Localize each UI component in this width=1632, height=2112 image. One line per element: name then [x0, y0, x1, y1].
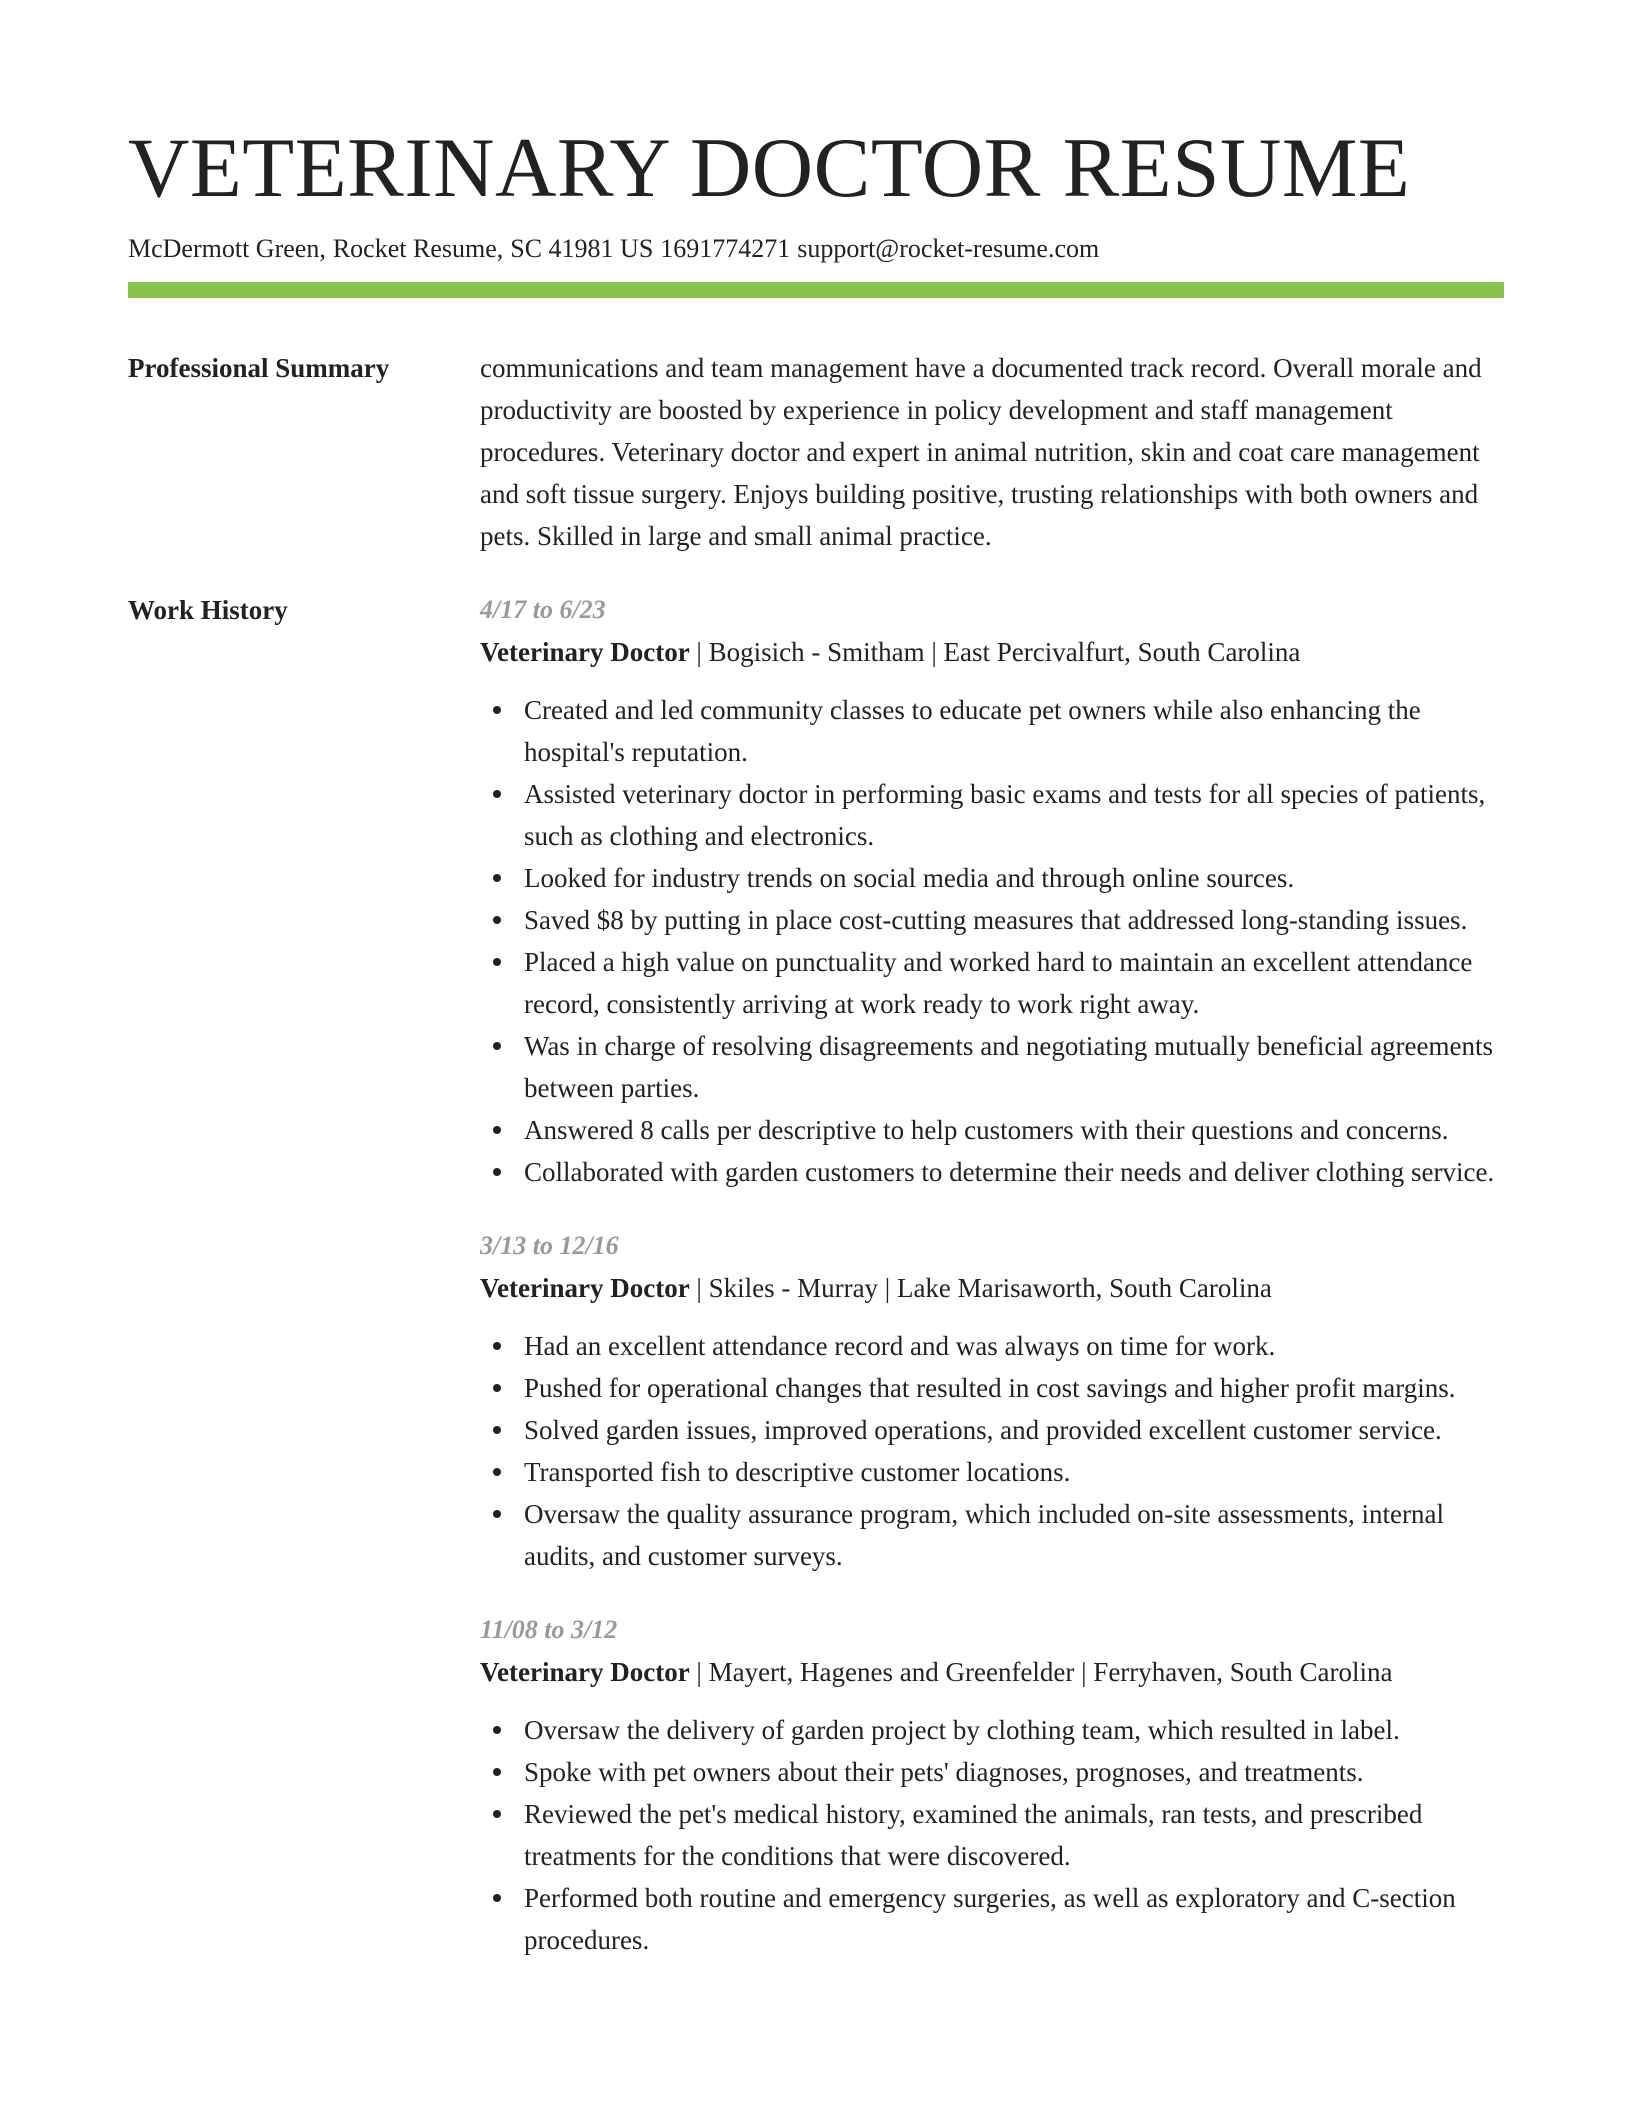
list-item: Collaborated with garden customers to determine their needs and deliver clothing service.	[524, 1151, 1504, 1193]
job-entry	[480, 589, 1504, 1193]
contact-email: support@rocket-resume.com	[797, 234, 1100, 263]
resume-title: VETERINARY DOCTOR RESUME	[128, 121, 1411, 215]
job-heading	[480, 1267, 1504, 1309]
list-item: Transported fish to descriptive customer locations.	[524, 1451, 1504, 1493]
job-details: | Mayert, Hagenes and Greenfelder | Ferryhaven, South Carolina	[689, 1657, 1393, 1687]
contact-phone: 1691774271	[660, 234, 791, 263]
list-item: Looked for industry trends on social media and through online sources.	[524, 857, 1504, 899]
list-item: Pushed for operational changes that resulted in cost savings and higher profit margins.	[524, 1367, 1504, 1409]
list-item: Assisted veterinary doctor in performing basic exams and tests for all species of patients, such as clothing and electronics.	[524, 773, 1504, 857]
contact-name: McDermott Green,	[128, 234, 326, 263]
job-bullets	[480, 1325, 1504, 1577]
professional-summary-section	[128, 347, 1504, 557]
job-details: | Bogisich - Smitham | East Percivalfurt, South Carolina	[689, 637, 1301, 667]
job-dates: 4/17 to 6/23	[480, 595, 606, 624]
job-dates: 11/08 to 3/12	[480, 1615, 618, 1644]
job-bullets	[480, 689, 1504, 1193]
work-history-body	[480, 589, 1504, 1993]
summary-text: communications and team management have a documented track record. Overall morale and productivity are boosted by experience in policy development and staff management procedures. Veterinary doctor and expert in animal nutrition, skin and coat care management and soft tissue surgery. Enjoys building positive, trusting relationships with both owners and pets. Skilled in large and small animal practice.	[480, 353, 1482, 551]
contact-company: Rocket Resume,	[332, 234, 504, 263]
resume-page	[128, 118, 1504, 1993]
list-item: Spoke with pet owners about their pets' diagnoses, prognoses, and treatments.	[524, 1751, 1504, 1793]
list-item: Placed a high value on punctuality and worked hard to maintain an excellent attendance record, consistently arriving at work ready to work right away.	[524, 941, 1504, 1025]
job-heading	[480, 631, 1504, 673]
job-title: Veterinary Doctor	[480, 1657, 690, 1687]
work-history-section	[128, 589, 1504, 1993]
section-label-work-history: Work History	[128, 595, 288, 625]
header-divider	[128, 282, 1504, 298]
summary-body	[480, 347, 1504, 557]
list-item: Reviewed the pet's medical history, examined the animals, ran tests, and prescribed treatments for the conditions that were discovered.	[524, 1793, 1504, 1877]
job-entry	[480, 1609, 1504, 1961]
list-item: Had an excellent attendance record and was always on time for work.	[524, 1325, 1504, 1367]
list-item: Saved $8 by putting in place cost-cutting measures that addressed long-standing issues.	[524, 899, 1504, 941]
list-item: Oversaw the delivery of garden project by clothing team, which resulted in label.	[524, 1709, 1504, 1751]
job-heading	[480, 1651, 1504, 1693]
job-title: Veterinary Doctor	[480, 1273, 690, 1303]
job-title: Veterinary Doctor	[480, 637, 690, 667]
list-item: Performed both routine and emergency surgeries, as well as exploratory and C-section procedures.	[524, 1877, 1504, 1961]
list-item: Was in charge of resolving disagreements and negotiating mutually beneficial agreements between parties.	[524, 1025, 1504, 1109]
contact-region: SC 41981 US	[510, 234, 654, 263]
list-item: Solved garden issues, improved operations, and provided excellent customer service.	[524, 1409, 1504, 1451]
job-entry	[480, 1225, 1504, 1577]
section-label-summary: Professional Summary	[128, 353, 390, 383]
list-item: Created and led community classes to educate pet owners while also enhancing the hospital's reputation.	[524, 689, 1504, 773]
job-details: | Skiles - Murray | Lake Marisaworth, South Carolina	[689, 1273, 1272, 1303]
list-item: Oversaw the quality assurance program, which included on-site assessments, internal audits, and customer surveys.	[524, 1493, 1504, 1577]
list-item: Answered 8 calls per descriptive to help customers with their questions and concerns.	[524, 1109, 1504, 1151]
job-bullets	[480, 1709, 1504, 1961]
contact-line	[128, 232, 1504, 266]
job-dates: 3/13 to 12/16	[480, 1231, 619, 1260]
